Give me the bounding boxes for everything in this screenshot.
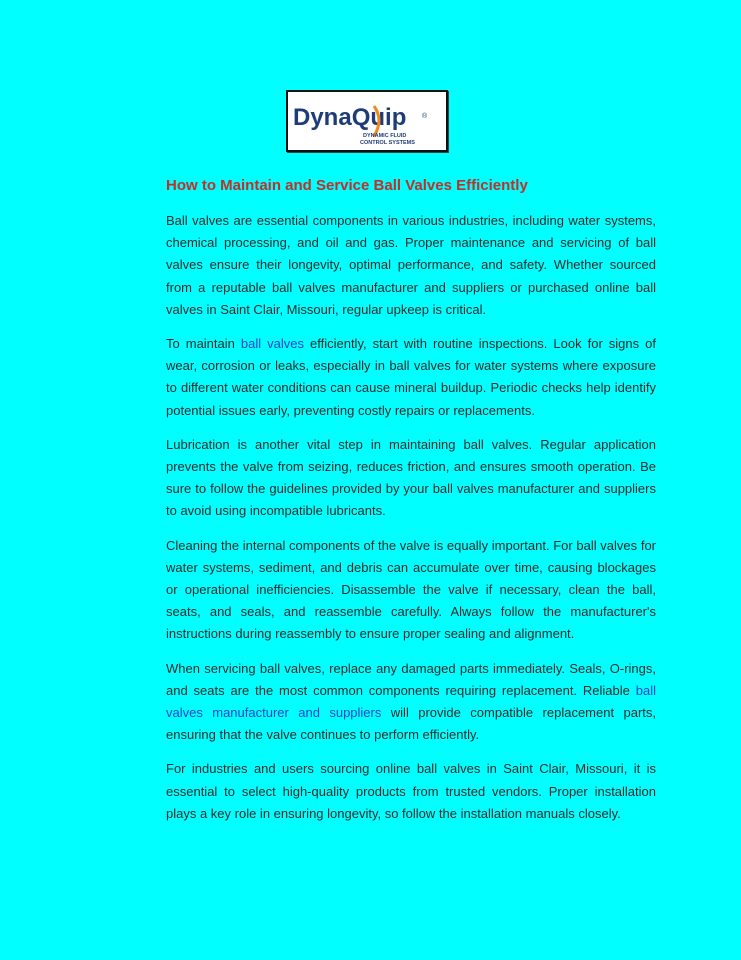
paragraph-lubrication: Lubrication is another vital step in maintaining ball valves. Regular application prevents the valve from seizing, reduces friction, and ensures smooth operation. Be sure to follow the guidelines provided by your ball valves manufacturer and suppliers to avoid using incompatible lubricants. [166,436,656,519]
paragraph-inspection-end: efficiently, start with routine inspections. Look for signs of wear, corrosion or leaks, especially in ball valves for water systems where exposure to different water conditions can cause mineral buildup. Periodic checks help identify potential issues early, preventing costly repairs or replacements. [166,336,656,418]
ball-valves-link[interactable]: ball valves [240,336,304,352]
logo-tagline-line1: DYNAMIC FLUID [363,133,407,139]
article [166,176,656,837]
paragraph-intro: Ball valves are essential components in various industries, including water systems, chemical processing, and oil and gas. Proper maintenance and servicing of ball valves ensure their longevity, optimal performance, and safety. Whether sourced from a reputable ball valves manufacturer and suppliers or purchased online ball valves in Saint Clair, Missouri, regular upkeep is critical. [166,213,656,317]
paragraph-replacement-end: will provide compatible replacement parts, ensuring that the valve continues to perform efficiently. [166,705,656,743]
paragraph-replacement-start: When servicing ball valves, replace any damaged parts immediately. Seals, O-rings, and seats are the most common components requiring replacement. Reliable [166,660,656,698]
paragraph-cleaning: Cleaning the internal components of the valve is equally important. For ball valves for water systems, sediment, and debris can accumulate over time, causing blockages or operational inefficiencies. Disassemble the valve if necessary, clean the ball, seats, and seals, and reassemble carefully. Always follow the manufacturer's instructions during reassembly to ensure proper sealing and alignment. [166,537,656,642]
manufacturer-suppliers-link[interactable]: ball valves manufacturer and suppliers [166,682,656,721]
dynaquip-logo-graphic [288,92,446,150]
logo-registered-mark: ® [422,113,428,120]
logo-brand-part2: a [338,104,352,131]
logo-brand-part1: Dyn [293,104,339,131]
logo-tagline-line2: CONTROL SYSTEMS [360,140,415,146]
paragraph-inspection [166,333,656,422]
paragraph-replacement [166,658,656,747]
company-logo [286,90,448,152]
svg-text:DynaQuip [293,104,406,131]
logo-brand-part3: Quip [351,104,407,131]
paragraph-inspection-start: To maintain [166,336,241,352]
article-title: How to Maintain and Service Ball Valves Efficiently [166,177,528,194]
paragraph-sourcing: For industries and users sourcing online ball valves in Saint Clair, Missouri, it is essential to select high-quality products from trusted vendors. Proper installation plays a key role in ensuring longevity, so follow the installation manuals closely. [166,761,656,821]
